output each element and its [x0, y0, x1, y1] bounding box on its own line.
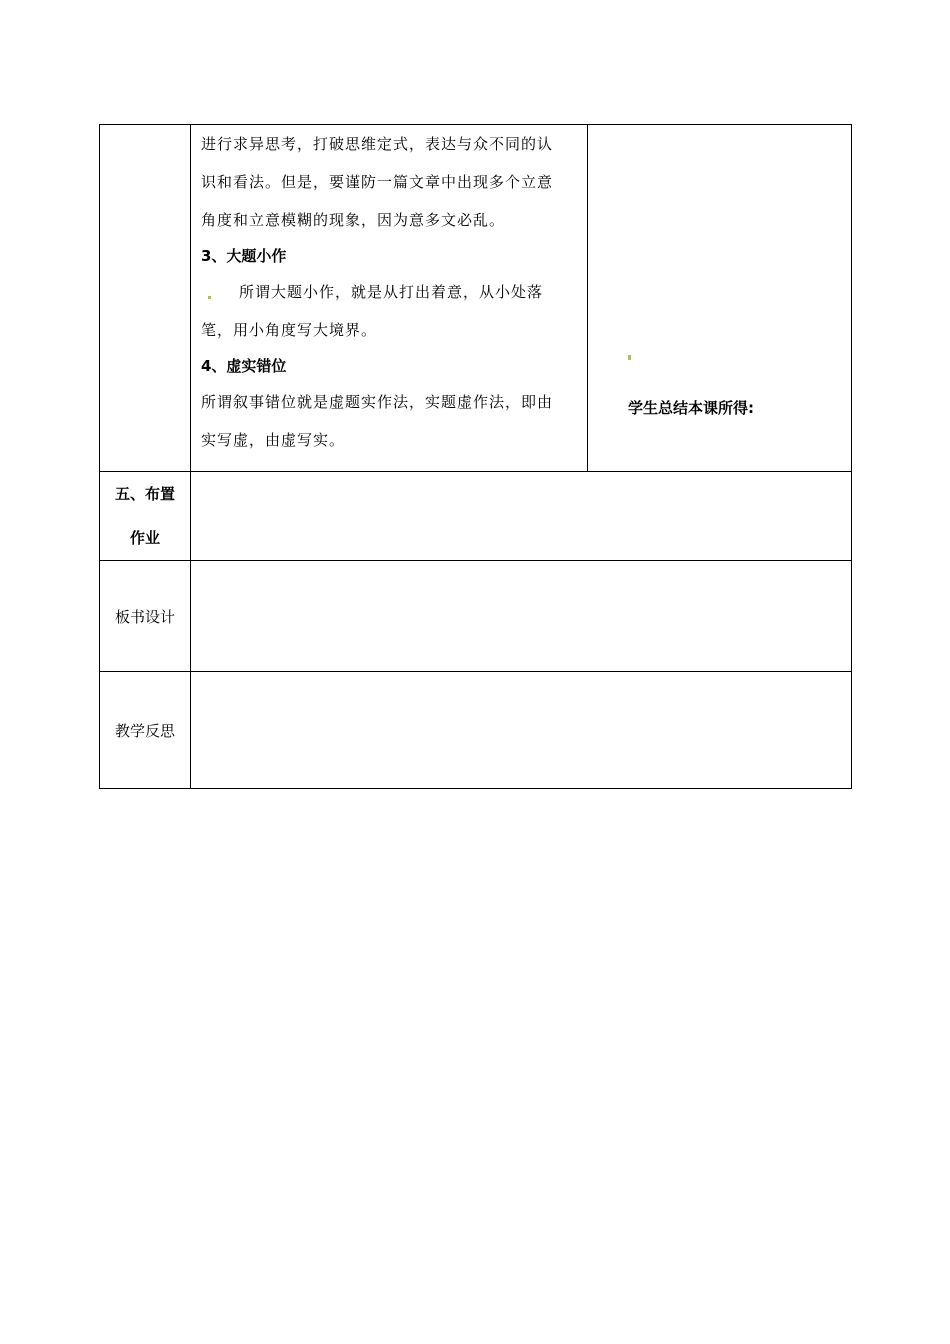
empty-label-cell — [100, 125, 191, 472]
board-design-row — [100, 561, 852, 672]
paragraph-3-line-1-wrap — [201, 273, 577, 311]
teaching-reflection-label: 教学反思 — [114, 721, 175, 740]
teaching-content-cell — [191, 125, 588, 472]
paragraph-1-line-3: 角度和立意模糊的现象，因为意多文必乱。 — [201, 211, 506, 229]
paragraph-1-line-2: 识和看法。但是，要谨防一篇文章中出现多个立意 — [201, 173, 554, 191]
paragraph-3-line-1: 所谓大题小作，就是从打出着意，从小处落 — [239, 283, 544, 301]
heading-4: 4、虚实错位 — [201, 357, 287, 375]
board-design-content-cell — [191, 561, 852, 672]
homework-label-line-1: 五、布置 — [114, 485, 175, 503]
board-design-label: 板书设计 — [114, 607, 175, 626]
content-row — [100, 125, 852, 472]
homework-label-line-2: 作业 — [129, 529, 160, 547]
student-summary-cell — [588, 125, 852, 472]
marker-dot-icon — [628, 355, 631, 360]
homework-content-cell — [191, 472, 852, 561]
board-design-label-cell — [100, 561, 191, 672]
teaching-reflection-content-cell — [191, 672, 852, 789]
teaching-reflection-label-cell — [100, 672, 191, 789]
student-summary-label: 学生总结本课所得: — [628, 399, 754, 417]
paragraph-3-line-2: 笔，用小角度写大境界。 — [201, 321, 378, 339]
heading-3: 3、大题小作 — [201, 247, 287, 265]
homework-row — [100, 472, 852, 561]
paragraph-4-line-1: 所谓叙事错位就是虚题实作法，实题虚作法，即由 — [201, 393, 554, 411]
homework-label-cell — [100, 472, 191, 561]
paragraph-1-line-1: 进行求异思考，打破思维定式，表达与众不同的认 — [201, 135, 554, 153]
lesson-plan-table — [99, 124, 852, 789]
paragraph-4-line-2: 实写虚，由虚写实。 — [201, 431, 346, 449]
marker-dot-icon — [208, 296, 211, 299]
teaching-reflection-row — [100, 672, 852, 789]
